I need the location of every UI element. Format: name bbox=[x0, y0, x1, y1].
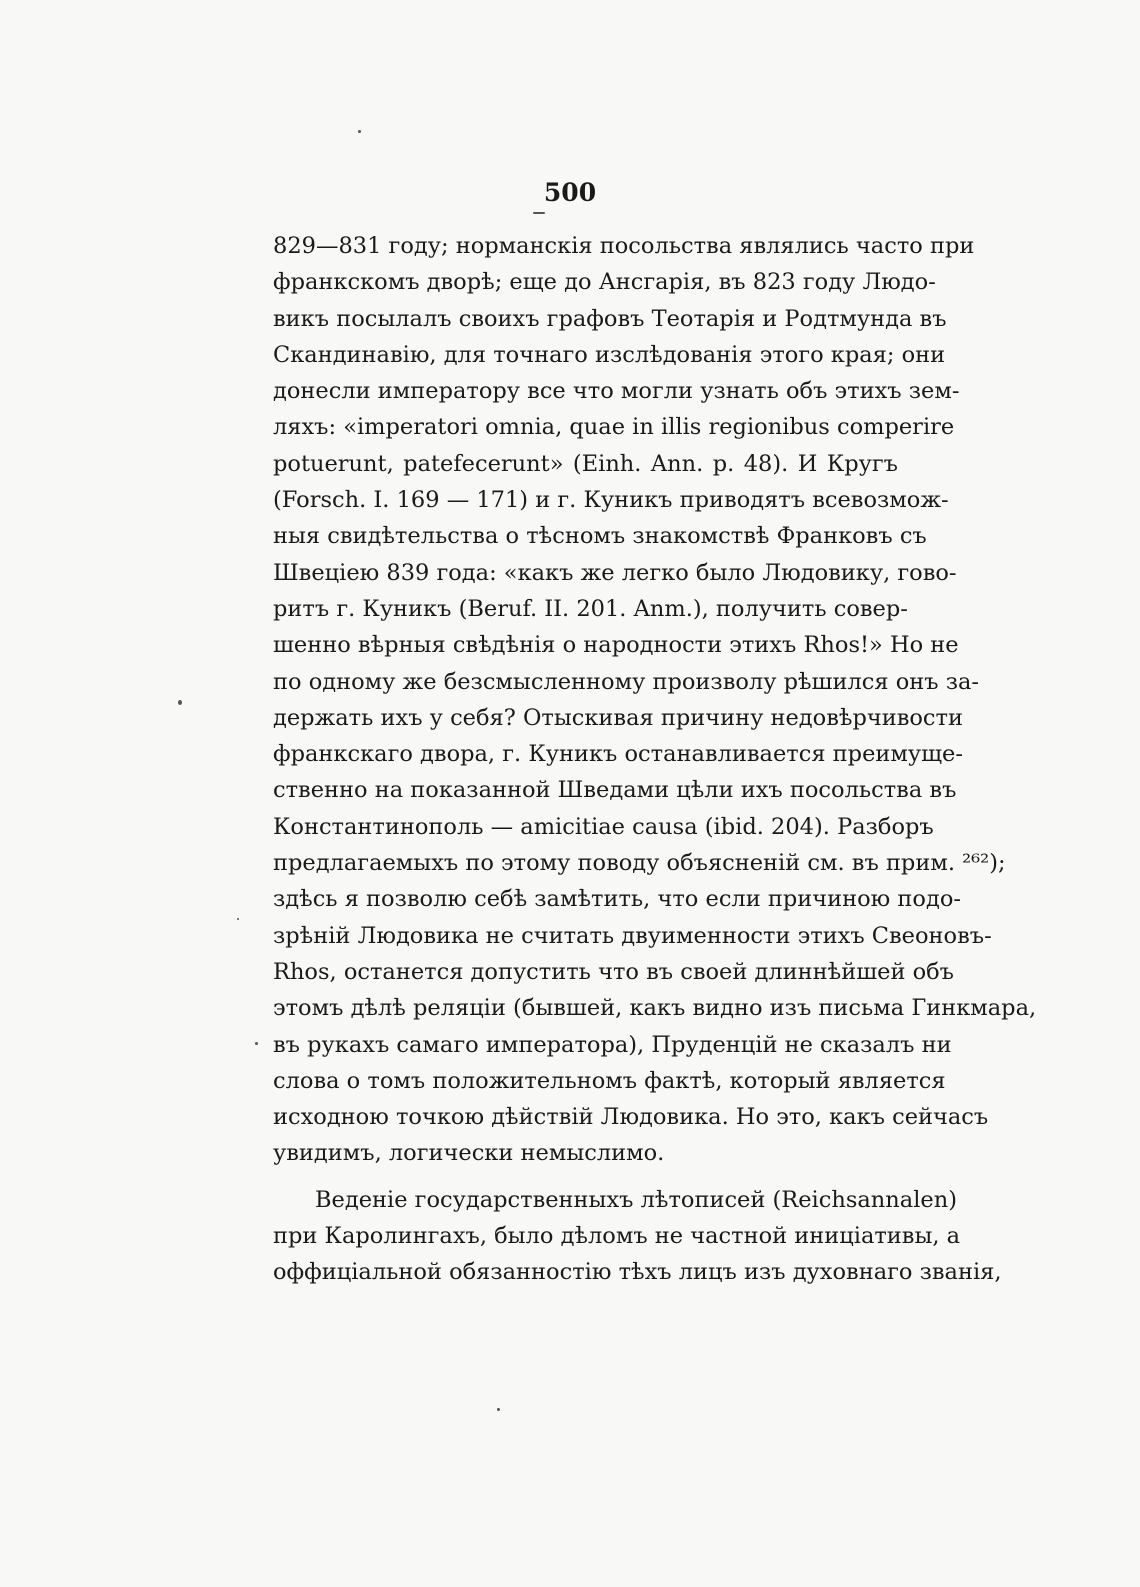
text-line: по одному же безсмысленному произволу рѣшился онъ за- bbox=[273, 668, 980, 695]
text-line: ритъ г. Куникъ (Beruf. II. 201. Anm.), получить совер- bbox=[273, 595, 908, 622]
text-line: Rhos, останется допустить что въ своей длиннѣйшей объ bbox=[273, 958, 954, 985]
text-line: предлагаемыхъ по этому поводу объясненій см. въ прим. ²⁶²); bbox=[273, 850, 1006, 877]
text-line: франкскаго двора, г. Куникъ останавливается преимуще- bbox=[273, 741, 963, 768]
text-line: ляхъ: «imperatori omnia, quae in illis regionibus comperire bbox=[273, 414, 955, 441]
text-line: Константинополь — amicitiae causa (ibid. 204). Разборъ bbox=[273, 813, 934, 840]
text-line: викъ посылалъ своихъ графовъ Теотарія и Родтмунда въ bbox=[273, 305, 947, 332]
text-line: слова о томъ положительномъ фактѣ, который является bbox=[273, 1067, 946, 1094]
text-line: при Каролингахъ, было дѣломъ не частной иниціативы, а bbox=[273, 1223, 961, 1250]
scan-speck bbox=[178, 700, 182, 705]
text-line: въ рукахъ самаго императора), Пруденцій не сказалъ ни bbox=[273, 1031, 952, 1058]
text-line: ственно на показанной Шведами цѣли ихъ посольства въ bbox=[273, 777, 957, 804]
text-line: этомъ дѣлѣ реляціи (бывшей, какъ видно изъ письма Гинкмара, bbox=[273, 995, 1037, 1022]
text-line: 829—831 году; норманскія посольства являлись часто при bbox=[273, 233, 975, 259]
text-line: донесли императору все что могли узнать объ этихъ зем- bbox=[273, 378, 960, 405]
scan-speck bbox=[237, 918, 239, 920]
text-line: зрѣній Людовика не считать двуименности этихъ Свеоновъ- bbox=[273, 922, 992, 949]
text-line: (Forsch. I. 169 — 171) и г. Куникъ приводятъ всевозмож- bbox=[273, 487, 949, 514]
text-line: шенно вѣрныя свѣдѣнія о народности этихъ Rhos!» Но не bbox=[273, 632, 959, 659]
text-line: Скандинавію, для точнаго изслѣдованія этого края; они bbox=[273, 341, 946, 368]
text-line: исходною точкою дѣйствій Людовика. Но это, какъ сейчасъ bbox=[273, 1104, 989, 1131]
page-number: 500 bbox=[543, 178, 597, 207]
scan-speck bbox=[497, 1408, 500, 1411]
scan-speck bbox=[255, 1042, 258, 1045]
scan-speck bbox=[358, 130, 361, 133]
text-line: potuerunt, patefecerunt» (Einh. Ann. p. 48). И Кругъ bbox=[273, 450, 898, 477]
scan-speck bbox=[533, 212, 545, 214]
text-line: Швеціею 839 года: «какъ же легко было Людовику, гово- bbox=[273, 559, 957, 586]
text-line: ныя свидѣтельства о тѣсномъ знакомствѣ Франковъ съ bbox=[273, 523, 927, 550]
text-line: оффиціальной обязанностію тѣхъ лицъ изъ духовнаго званія, bbox=[273, 1259, 1002, 1286]
text-line: здѣсь я позволю себѣ замѣтить, что если причиною подо- bbox=[273, 886, 961, 913]
text-line: франкскомъ дворѣ; еще до Ансгарія, въ 823 году Людо- bbox=[273, 269, 936, 296]
paragraph-start-line: Веденіе государственныхъ лѣтописей (Reichsannalen) bbox=[315, 1186, 957, 1213]
body-text bbox=[273, 228, 1037, 1291]
text-line: увидимъ, логически немыслимо. bbox=[273, 1140, 665, 1167]
text-line: держать ихъ у себя? Отыскивая причину недовѣрчивости bbox=[273, 704, 963, 731]
